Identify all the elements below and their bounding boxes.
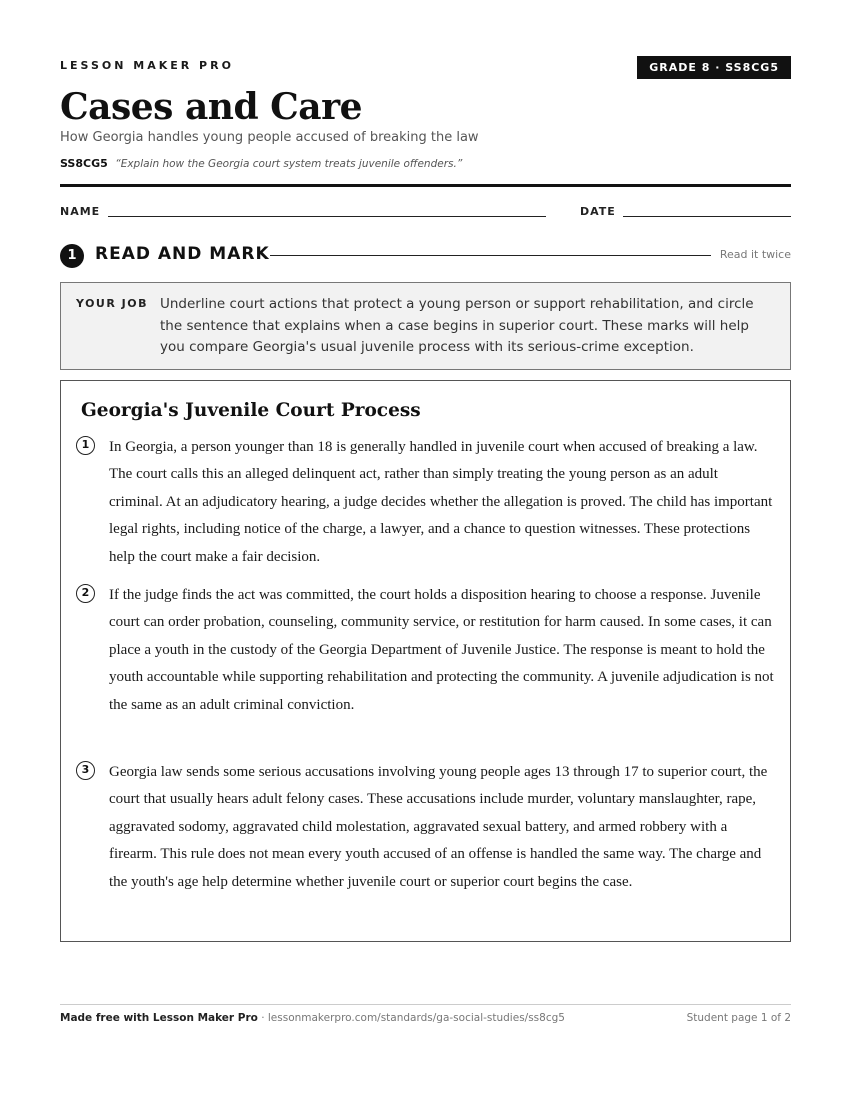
footer-url[interactable]: lessonmakerpro.com/standards/ga-social-studies/ss8cg5 bbox=[267, 1012, 565, 1024]
section-divider bbox=[270, 255, 711, 256]
date-label: DATE bbox=[580, 205, 616, 218]
section-title: READ AND MARK bbox=[95, 244, 270, 264]
header-divider bbox=[60, 184, 791, 187]
name-date-row bbox=[60, 204, 791, 220]
brand-name: LESSON MAKER PRO bbox=[60, 59, 234, 72]
instructions-label: YOUR JOB bbox=[76, 297, 148, 310]
date-field[interactable] bbox=[623, 216, 791, 217]
passage-title: Georgia's Juvenile Court Process bbox=[81, 400, 421, 421]
paragraph-1: In Georgia, a person younger than 18 is generally handled in juvenile court when accused of breaking a law. The court calls this an alleged delinquent act, rather than simply treating the young person as an adult criminal. At an adjudicatory hearing, a judge decides whether the allegation is proved. The child has important legal rights, including notice of the charge, a lawyer, and a chance to question witnesses. These protections help the court make a fair decision. bbox=[109, 439, 773, 565]
instructions-box bbox=[60, 282, 791, 370]
section-note: Read it twice bbox=[719, 248, 791, 261]
standard-code: SS8CG5 bbox=[60, 157, 108, 170]
section-header bbox=[60, 243, 791, 269]
footer-credit bbox=[60, 1012, 565, 1024]
standard-line bbox=[60, 157, 462, 170]
instructions-text: Underline court actions that protect a young person or support rehabilitation, and circle the sentence that explains when a case begins in superior court. These marks will help you compare Georgia's usual juvenile process with its serious-crime exception. bbox=[160, 296, 754, 355]
paragraph-2: If the judge finds the act was committed, the court holds a disposition hearing to choose a response. Juvenile court can order probation, counseling, community service, or restitution for harm caused. In some cases, it can place a youth in the custody of the Georgia Department of Juvenile Justice. The response is meant to hold the youth accountable while supporting rehabilitation and protecting the community. A juvenile adjudication is not the same as an adult criminal conviction. bbox=[109, 587, 774, 713]
reading-passage bbox=[60, 380, 791, 942]
paragraph-3: Georgia law sends some serious accusations involving young people ages 13 through 17 to superior court, the court that usually hears adult felony cases. These accusations include murder, voluntary manslaughter, rape, aggravated sodomy, aggravated child molestation, aggravated sexual battery, and armed robbery with a firearm. This rule does not mean every youth accused of an offense is handled the same way. The charge and the youth's age help determine whether juvenile court or superior court begins the case. bbox=[109, 764, 768, 890]
section-number-badge: 1 bbox=[60, 244, 84, 268]
paragraph-number-1: 1 bbox=[76, 436, 95, 455]
worksheet-page bbox=[60, 0, 791, 1100]
page-title: Cases and Care bbox=[60, 86, 363, 128]
paragraph-number-2: 2 bbox=[76, 584, 95, 603]
name-label: NAME bbox=[60, 205, 101, 218]
footer-divider bbox=[60, 1004, 791, 1005]
name-field[interactable] bbox=[108, 216, 546, 217]
footer-made-with: Made free with Lesson Maker Pro bbox=[60, 1012, 258, 1024]
paragraph-number-3: 3 bbox=[76, 761, 95, 780]
page-subtitle: How Georgia handles young people accused of breaking the law bbox=[60, 130, 479, 145]
top-bar bbox=[60, 56, 791, 80]
standard-quote: “Explain how the Georgia court system treats juvenile offenders.” bbox=[115, 158, 463, 170]
footer-separator: · bbox=[257, 1012, 268, 1024]
footer-page-number: Student page 1 of 2 bbox=[686, 1012, 791, 1024]
grade-badge: GRADE 8 · SS8CG5 bbox=[637, 56, 791, 79]
